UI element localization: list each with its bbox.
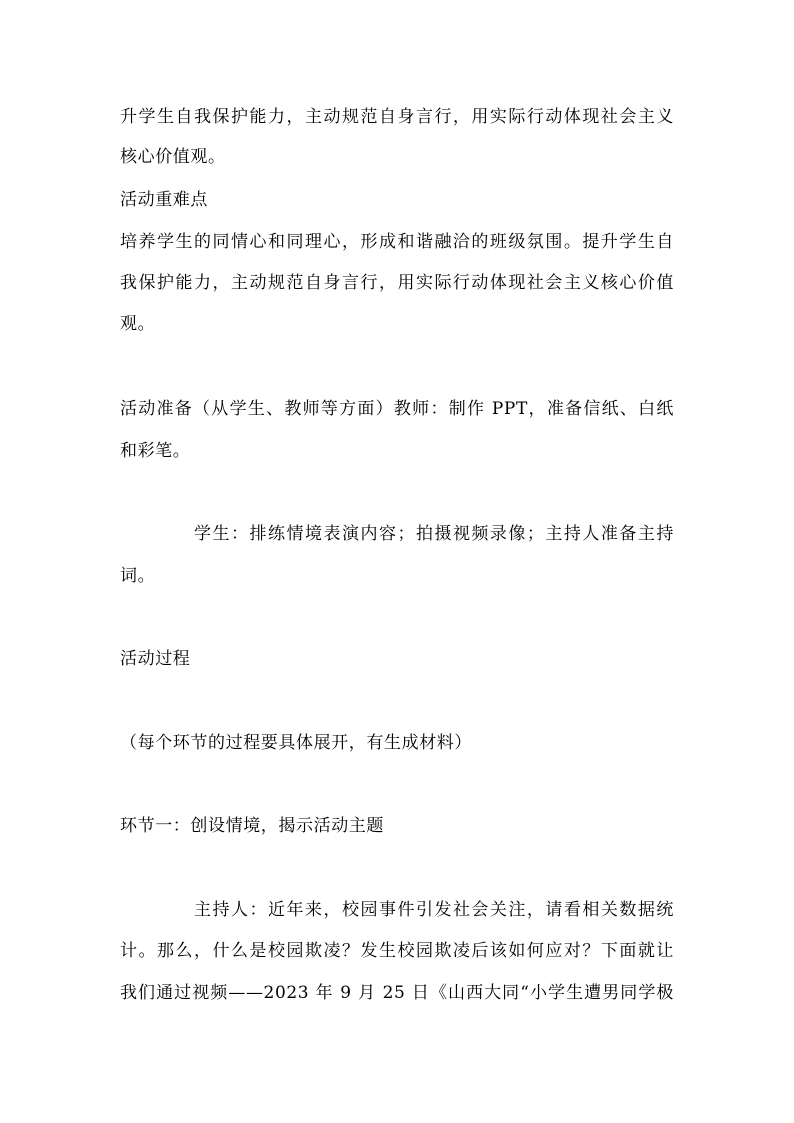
paragraph-line: 学生：排练情境表演内容；拍摄视频录像；主持人准备主持 (194, 524, 674, 544)
paragraph-line: 主持人：近年来，校园事件引发社会关注，请看相关数据统 (194, 900, 674, 920)
section-heading: 活动过程 (120, 649, 191, 669)
paragraph-line: 我们通过视频——2023 年 9 月 25 日《山西大同“小学生遭男同学极 (120, 983, 674, 1003)
paragraph-line: 我保护能力，主动规范自身言行，用实际行动体现社会主义核心价值 (120, 273, 674, 293)
paragraph-line: 观。 (120, 314, 156, 334)
paragraph-line: 培养学生的同情心和同理心，形成和谐融洽的班级氛围。提升学生自 (120, 232, 674, 252)
paragraph-line: 核心价值观。 (120, 147, 226, 167)
paragraph-line: 活动准备（从学生、教师等方面）教师：制作 PPT，准备信纸、白纸 (120, 399, 674, 419)
paragraph-line: 升学生自我保护能力，主动规范自身言行，用实际行动体现社会主义 (120, 107, 674, 127)
paragraph-line: 和彩笔。 (120, 441, 191, 461)
paragraph-line: （每个环节的过程要具体展开，有生成材料） (120, 733, 472, 753)
section-heading: 环节一：创设情境，揭示活动主题 (120, 816, 384, 836)
paragraph-line: 词。 (120, 566, 156, 586)
paragraph-line: 计。那么，什么是校园欺凌？发生校园欺凌后该如何应对？下面就让 (120, 941, 674, 961)
section-heading: 活动重难点 (120, 190, 208, 210)
